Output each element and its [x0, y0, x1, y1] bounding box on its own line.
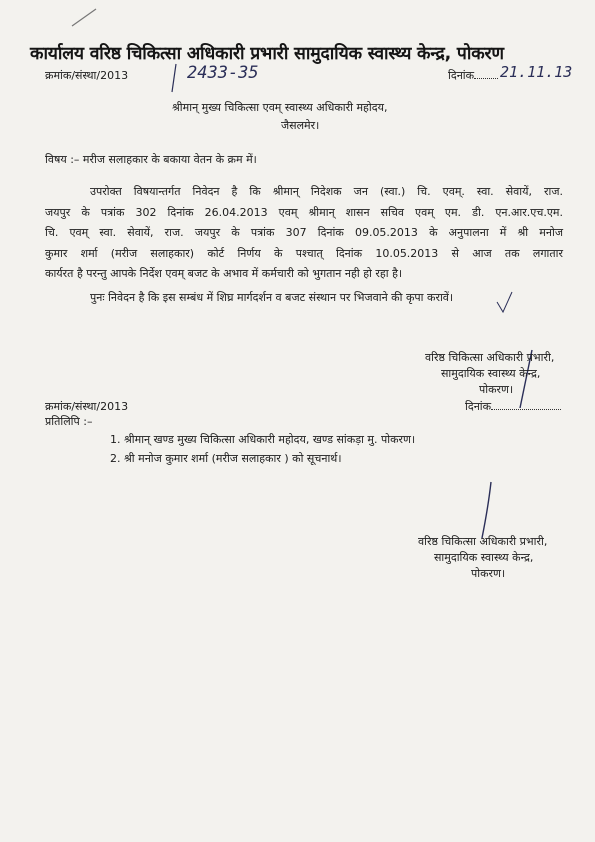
copy-heading: प्रतिलिपि :– — [45, 415, 93, 428]
copy-item-2: 2. श्री मनोज कुमार शर्मा (मरीज सलाहकार ) को सूचनार्थ। — [110, 452, 342, 465]
body-paragraph-2: पुनः निवेदन है कि इस सम्बंध में शिघ्र मार्गदर्शन व बजट संस्थान पर भिजवाने की कृपा करावें। — [90, 291, 454, 304]
letterhead-title: कार्यालय वरिष्ठ चिकित्सा अधिकारी प्रभारी सामुदायिक स्वास्थ्य केन्द्र, पोकरण — [30, 44, 504, 64]
body-line: कार्यरत है परन्तु आपके निर्देश एवम् बजट के अभाव में कर्मचारी को भुगतान नही हो रहा है। — [45, 267, 403, 280]
signature-1-line-2: सामुदायिक स्वास्थ्य केन्द्र, — [441, 367, 541, 380]
copy-date-label — [465, 399, 561, 414]
handwritten-reference-number: 2433-35 — [187, 63, 259, 83]
body-line: चि. एवम् स्वा. सेवायें, राज. जयपुर के पत्रांक 307 दिनांक 09.05.2013 के अनुपालना में श्री मनोज — [45, 226, 563, 239]
signature-2-line-3: पोकरण। — [471, 567, 506, 580]
body-line: कुमार शर्मा (मरीज सलाहकार) कोर्ट निर्णय के पश्चात् दिनांक 10.05.2013 से आज तक लगातार — [45, 246, 563, 260]
subject-line: विषय :– मरीज सलाहकार के बकाया वेतन के क्रम में। — [45, 153, 257, 166]
copy-item-1: 1. श्रीमान् खण्ड मुख्य चिकित्सा अधिकारी महोदय, खण्ड सांकड़ा मु. पोकरण। — [110, 433, 416, 446]
reference-number-label: क्रमांक/संस्था/2013 — [45, 69, 129, 82]
signature-1-line-3: पोकरण। — [479, 383, 514, 396]
body-line: जयपुर के पत्रांक 302 दिनांक 26.04.2013 एवम् श्रीमान् शासन सचिव एवम् एम. डी. एन.आर.एच.एम. — [45, 205, 563, 219]
body-paragraph-1 — [45, 182, 563, 285]
copy-date-label-text: दिनांक — [465, 400, 492, 413]
addressee-line-1: श्रीमान् मुख्य चिकित्सा एवम् स्वास्थ्य अधिकारी महोदय, — [172, 101, 388, 114]
signature-2-line-1: वरिष्ठ चिकित्सा अधिकारी प्रभारी, — [418, 535, 548, 548]
date-dots — [474, 78, 498, 79]
signature-2-line-2: सामुदायिक स्वास्थ्य केन्द्र, — [434, 551, 534, 564]
date-label — [448, 68, 498, 83]
copy-reference-label: क्रमांक/संस्था/2013 — [45, 400, 129, 413]
date-label-text: दिनांक — [448, 69, 475, 82]
handwritten-date: 21.11.13 — [500, 63, 573, 81]
addressee-line-2: जैसलमेर। — [281, 119, 320, 132]
body-line: उपरोक्त विषयान्तर्गत निवेदन है कि श्रीमान् निदेशक जन (स्वा.) चि. एवम्. स्वा. सेवायें, राज. — [90, 185, 563, 198]
signature-1-line-1: वरिष्ठ चिकित्सा अधिकारी प्रभारी, — [425, 351, 555, 364]
copy-date-dots — [491, 409, 561, 410]
